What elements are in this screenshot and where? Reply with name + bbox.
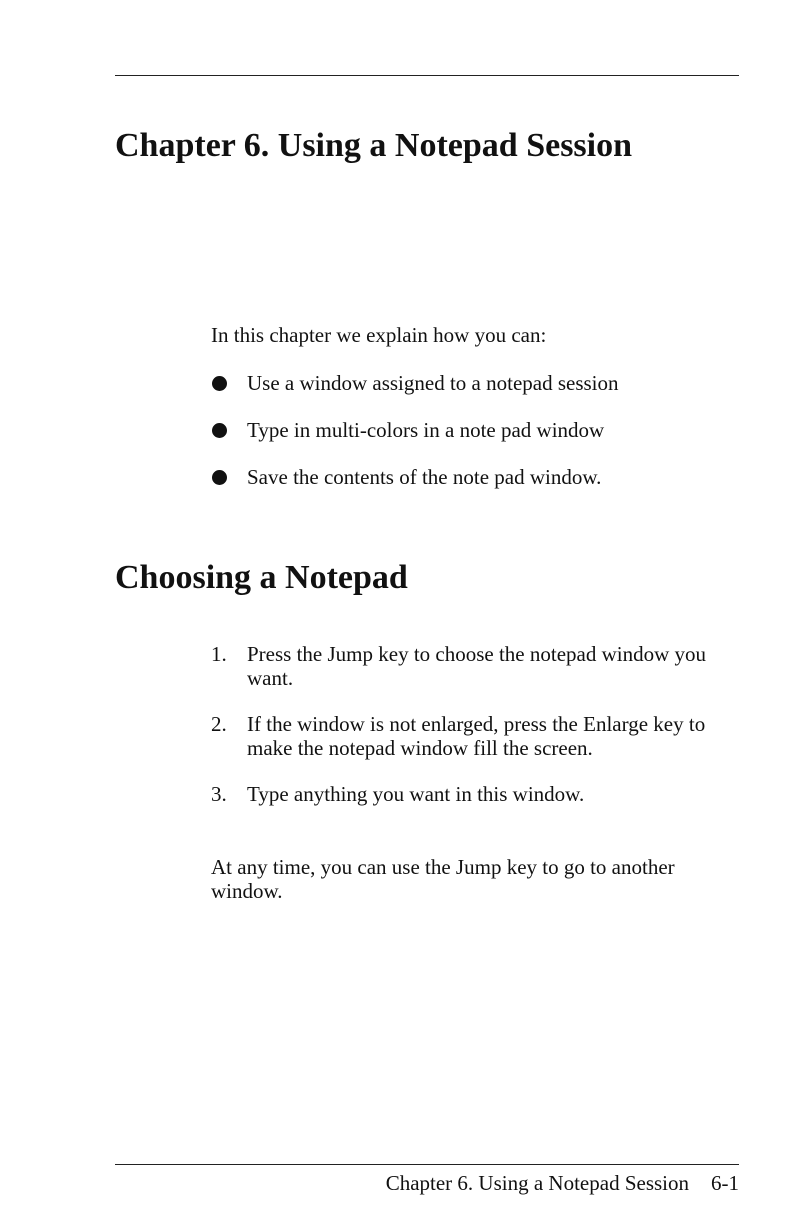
step-text: Press the Jump key to choose the notepad window you want. bbox=[247, 642, 707, 690]
step-number: 1. bbox=[211, 642, 227, 666]
bullet-item bbox=[211, 464, 619, 490]
page-number: 6-1 bbox=[711, 1171, 739, 1195]
bullet-text: Save the contents of the note pad window. bbox=[247, 465, 602, 489]
bullet-icon bbox=[212, 376, 227, 391]
chapter-title: Chapter 6. Using a Notepad Session bbox=[115, 127, 633, 164]
bullet-item bbox=[211, 417, 619, 443]
steps-list bbox=[211, 642, 751, 828]
header-rule bbox=[115, 75, 739, 76]
running-title: Chapter 6. Using a Notepad Session bbox=[385, 1171, 689, 1195]
bullet-item bbox=[211, 370, 619, 396]
step-text: Type anything you want in this window. bbox=[247, 782, 585, 806]
bullet-icon bbox=[212, 470, 227, 485]
section-heading: Choosing a Notepad bbox=[115, 559, 408, 596]
intro-text: In this chapter we explain how you can: bbox=[211, 323, 547, 347]
bullet-icon bbox=[212, 423, 227, 438]
step-text: If the window is not enlarged, press the Enlarge key to make the notepad window fill the screen. bbox=[247, 712, 706, 760]
closing-text: At any time, you can use the Jump key to go to another window. bbox=[211, 855, 675, 903]
step-number: 2. bbox=[211, 712, 227, 736]
footer-rule bbox=[115, 1164, 739, 1165]
step-item bbox=[211, 782, 751, 806]
bullet-text: Type in multi-colors in a note pad window bbox=[247, 418, 605, 442]
bullet-text: Use a window assigned to a notepad session bbox=[247, 371, 619, 395]
step-number: 3. bbox=[211, 782, 227, 806]
step-item bbox=[211, 712, 751, 760]
page-footer bbox=[386, 1170, 739, 1196]
bullet-list bbox=[211, 370, 619, 511]
step-item bbox=[211, 642, 751, 690]
